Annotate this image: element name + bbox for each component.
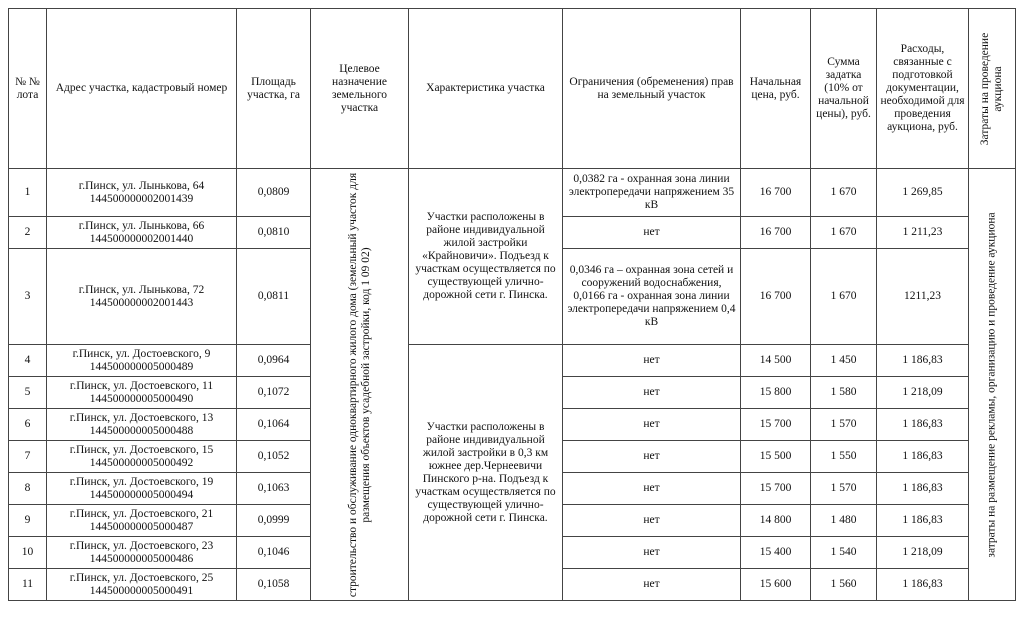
header-costs-label: Затраты на проведение аукциона xyxy=(979,32,1004,145)
deposit-value: 1 570 xyxy=(811,409,877,441)
costs-text: затраты на размещение рекламы, организацию и проведение аукциона xyxy=(985,211,998,558)
area-value: 0,1058 xyxy=(237,569,311,601)
deposit-value: 1 570 xyxy=(811,473,877,505)
header-characteristic: Характеристика участка xyxy=(409,9,563,169)
start-price-value: 14 500 xyxy=(741,345,811,377)
restriction-value: нет xyxy=(563,345,741,377)
expenses-value: 1 186,83 xyxy=(877,345,969,377)
address: г.Пинск, ул. Достоевского, 13 xyxy=(69,411,214,424)
address: г.Пинск, ул. Достоевского, 15 xyxy=(69,443,214,456)
address-cell xyxy=(47,217,237,249)
deposit-value: 1 480 xyxy=(811,505,877,537)
deposit-value: 1 540 xyxy=(811,537,877,569)
restriction-value: 0,0382 га - охранная зона линии электропередачи напряжением 35 кВ xyxy=(563,169,741,217)
header-row xyxy=(9,9,1016,169)
lot-number: 8 xyxy=(9,473,47,505)
auction-lots-table xyxy=(8,8,1016,601)
address: г.Пинск, ул. Достоевского, 21 xyxy=(69,507,214,520)
expenses-value: 1 186,83 xyxy=(877,505,969,537)
start-price-value: 16 700 xyxy=(741,169,811,217)
address-cell xyxy=(47,505,237,537)
cadastral-number: 144500000005000487 xyxy=(89,520,194,533)
cadastral-number: 144500000005000486 xyxy=(89,552,194,565)
deposit-value: 1 560 xyxy=(811,569,877,601)
header-address: Адрес участка, кадастровый номер xyxy=(47,9,237,169)
address: г.Пинск, ул. Достоевского, 11 xyxy=(69,379,214,392)
start-price-value: 15 500 xyxy=(741,441,811,473)
lot-number: 6 xyxy=(9,409,47,441)
header-costs xyxy=(969,9,1016,169)
deposit-value: 1 550 xyxy=(811,441,877,473)
lot-number: 5 xyxy=(9,377,47,409)
expenses-value: 1 186,83 xyxy=(877,569,969,601)
lot-number: 1 xyxy=(9,169,47,217)
restriction-value: нет xyxy=(563,377,741,409)
area-value: 0,1064 xyxy=(237,409,311,441)
deposit-value: 1 670 xyxy=(811,217,877,249)
address-cell xyxy=(47,345,237,377)
restriction-value: 0,0346 га – охранная зона сетей и сооружений водоснабжения, 0,0166 га - охранная зона линии электропередачи напряжением 0,4 кВ xyxy=(563,249,741,345)
cadastral-number: 144500000005000490 xyxy=(89,392,194,405)
expenses-value: 1 218,09 xyxy=(877,377,969,409)
area-value: 0,1046 xyxy=(237,537,311,569)
lot-number: 4 xyxy=(9,345,47,377)
start-price-value: 15 700 xyxy=(741,473,811,505)
area-value: 0,0999 xyxy=(237,505,311,537)
area-value: 0,0809 xyxy=(237,169,311,217)
expenses-value: 1 211,23 xyxy=(877,217,969,249)
cadastral-number: 144500000005000491 xyxy=(89,584,194,597)
cadastral-number: 144500000005000489 xyxy=(89,360,194,373)
address-cell xyxy=(47,569,237,601)
address: г.Пинск, ул. Достоевского, 19 xyxy=(69,475,214,488)
cadastral-number: 144500000005000488 xyxy=(89,424,194,437)
address-cell xyxy=(47,377,237,409)
header-restrictions: Ограничения (обременения) прав на земельный участок xyxy=(563,9,741,169)
cadastral-number: 144500000002001443 xyxy=(89,296,194,309)
deposit-value: 1 670 xyxy=(811,169,877,217)
restriction-value: нет xyxy=(563,505,741,537)
characteristic-group-2: Участки расположены в районе индивидуальной жилой застройки в 0,3 км южнее дер.Чернеевичи Пинского р-на. Подъезд к участкам осуществляется по существующей улично-дорожной сети г. Пинска. xyxy=(409,345,563,601)
expenses-value: 1 186,83 xyxy=(877,409,969,441)
characteristic-group-1: Участки расположены в районе индивидуальной жилой застройки «Крайновичи». Подъезд к участкам осуществляется по существующей улично-дорожной сети г. Пинска. xyxy=(409,169,563,345)
address: г.Пинск, ул. Лынькова, 64 xyxy=(78,179,205,192)
table-row xyxy=(9,345,1016,377)
cadastral-number: 144500000005000494 xyxy=(89,488,194,501)
expenses-value: 1 218,09 xyxy=(877,537,969,569)
address-cell xyxy=(47,409,237,441)
header-start-price: Начальная цена, руб. xyxy=(741,9,811,169)
expenses-value: 1 186,83 xyxy=(877,441,969,473)
restriction-value: нет xyxy=(563,441,741,473)
area-value: 0,1052 xyxy=(237,441,311,473)
address-cell xyxy=(47,473,237,505)
lot-number: 10 xyxy=(9,537,47,569)
deposit-value: 1 580 xyxy=(811,377,877,409)
area-value: 0,0964 xyxy=(237,345,311,377)
address: г.Пинск, ул. Лынькова, 66 xyxy=(78,219,205,232)
address: г.Пинск, ул. Достоевского, 23 xyxy=(69,539,214,552)
header-expenses: Расходы, связанные с подготовкой документации, необходимой для проведения аукциона, руб. xyxy=(877,9,969,169)
address: г.Пинск, ул. Достоевского, 9 xyxy=(72,347,211,360)
cadastral-number: 144500000002001439 xyxy=(89,192,194,205)
start-price-value: 15 800 xyxy=(741,377,811,409)
deposit-value: 1 670 xyxy=(811,249,877,345)
address-cell xyxy=(47,441,237,473)
lot-number: 2 xyxy=(9,217,47,249)
restriction-value: нет xyxy=(563,217,741,249)
start-price-value: 15 700 xyxy=(741,409,811,441)
costs-cell xyxy=(969,169,1016,601)
restriction-value: нет xyxy=(563,537,741,569)
start-price-value: 15 400 xyxy=(741,537,811,569)
expenses-value: 1 269,85 xyxy=(877,169,969,217)
area-value: 0,1072 xyxy=(237,377,311,409)
deposit-value: 1 450 xyxy=(811,345,877,377)
address-cell xyxy=(47,537,237,569)
header-area: Площадь участка, га xyxy=(237,9,311,169)
address-cell xyxy=(47,169,237,217)
restriction-value: нет xyxy=(563,409,741,441)
expenses-value: 1211,23 xyxy=(877,249,969,345)
header-purpose: Целевое назначение земельного участка xyxy=(311,9,409,169)
restriction-value: нет xyxy=(563,569,741,601)
header-lot: № № лота xyxy=(9,9,47,169)
area-value: 0,0811 xyxy=(237,249,311,345)
table-row xyxy=(9,169,1016,217)
purpose-text: строительство и обслуживание одноквартирного жилого дома (земельный участок для размещения объектов усадебной застройки, код 1 09 02) xyxy=(346,172,372,597)
restriction-value: нет xyxy=(563,473,741,505)
cadastral-number: 144500000005000492 xyxy=(89,456,194,469)
address: г.Пинск, ул. Лынькова, 72 xyxy=(78,283,205,296)
start-price-value: 14 800 xyxy=(741,505,811,537)
area-value: 0,0810 xyxy=(237,217,311,249)
purpose-cell xyxy=(311,169,409,601)
start-price-value: 16 700 xyxy=(741,217,811,249)
start-price-value: 16 700 xyxy=(741,249,811,345)
lot-number: 9 xyxy=(9,505,47,537)
address: г.Пинск, ул. Достоевского, 25 xyxy=(69,571,214,584)
expenses-value: 1 186,83 xyxy=(877,473,969,505)
address-cell xyxy=(47,249,237,345)
lot-number: 3 xyxy=(9,249,47,345)
header-deposit: Сумма задатка (10% от начальной цены), руб. xyxy=(811,9,877,169)
cadastral-number: 144500000002001440 xyxy=(89,232,194,245)
lot-number: 7 xyxy=(9,441,47,473)
lot-number: 11 xyxy=(9,569,47,601)
start-price-value: 15 600 xyxy=(741,569,811,601)
area-value: 0,1063 xyxy=(237,473,311,505)
